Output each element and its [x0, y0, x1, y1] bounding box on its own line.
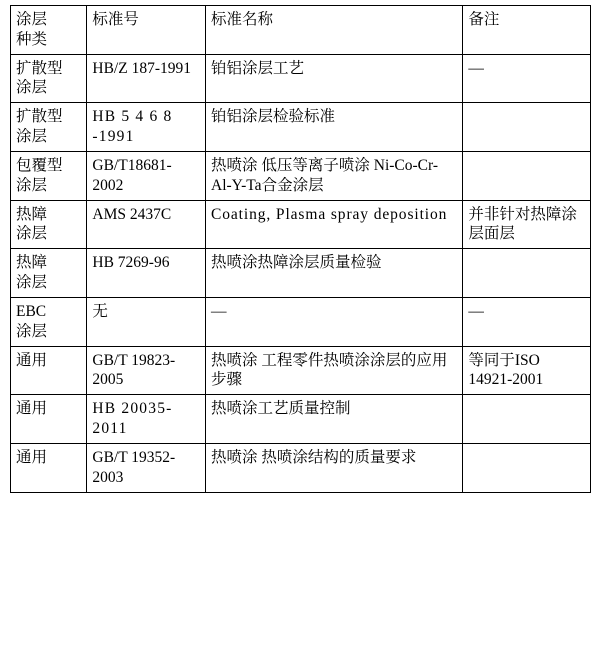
table-row: [11, 346, 591, 395]
cell-standard-name: 热喷涂热障涂层质量检验: [206, 249, 463, 298]
cell-remark: [463, 443, 591, 492]
cell-standard-code: HB 5 4 6 8 -1991: [87, 103, 206, 152]
cell-remark: [463, 395, 591, 444]
cell-coating-kind: [11, 395, 87, 444]
cell-coating-kind: [11, 200, 87, 249]
cell-standard-name: 热喷涂 低压等离子喷涂 Ni-Co-Cr-Al-Y-Ta合金涂层: [206, 151, 463, 200]
header-coating-kind-line2: 种类: [16, 30, 48, 48]
cell-standard-code: 无: [87, 297, 206, 346]
coating-kind-line2: 涂层: [16, 128, 48, 146]
cell-standard-code: GB/T18681-2002: [87, 151, 206, 200]
table-row: [11, 54, 591, 103]
cell-remark: [463, 249, 591, 298]
cell-standard-name: Coating, Plasma spray deposition: [206, 200, 463, 249]
table-row: [11, 249, 591, 298]
table-header-row: [11, 6, 591, 55]
table-row: [11, 151, 591, 200]
cell-coating-kind: [11, 103, 87, 152]
table-row: [11, 200, 591, 249]
cell-standard-code: HB/Z 187-1991: [87, 54, 206, 103]
cell-standard-name: 铂铝涂层检验标准: [206, 103, 463, 152]
table-body: [11, 54, 591, 492]
cell-standard-name: 热喷涂 工程零件热喷涂涂层的应用步骤: [206, 346, 463, 395]
coating-kind-line1: 通用: [16, 351, 48, 369]
cell-coating-kind: [11, 151, 87, 200]
cell-coating-kind: [11, 249, 87, 298]
cell-remark: 等同于ISO 14921-2001: [463, 346, 591, 395]
coating-kind-line2: 涂层: [16, 79, 48, 97]
header-coating-kind: [11, 6, 87, 55]
cell-standard-code: GB/T 19823-2005: [87, 346, 206, 395]
cell-standard-name: 热喷涂 热喷涂结构的质量要求: [206, 443, 463, 492]
cell-coating-kind: [11, 297, 87, 346]
coating-kind-line1: 扩散型: [16, 59, 63, 77]
cell-standard-name: 热喷涂工艺质量控制: [206, 395, 463, 444]
header-standard-code: 标准号: [87, 6, 206, 55]
standards-table-container: [0, 5, 601, 493]
table-row: [11, 297, 591, 346]
coating-kind-line2: 涂层: [16, 322, 48, 340]
cell-remark: [463, 103, 591, 152]
coating-kind-line1: 通用: [16, 400, 48, 418]
table-row: [11, 103, 591, 152]
coating-kind-line1: 扩散型: [16, 108, 63, 126]
cell-remark: 并非针对热障涂层面层: [463, 200, 591, 249]
coating-kind-line1: EBC: [16, 302, 47, 320]
cell-standard-name: —: [206, 297, 463, 346]
cell-standard-code: GB/T 19352-2003: [87, 443, 206, 492]
coating-kind-line2: 涂层: [16, 225, 48, 243]
table-row: [11, 395, 591, 444]
cell-coating-kind: [11, 443, 87, 492]
coating-kind-line1: 包覆型: [16, 156, 63, 174]
coating-kind-line2: 涂层: [16, 176, 48, 194]
table-row: [11, 443, 591, 492]
cell-remark: —: [463, 297, 591, 346]
cell-remark: —: [463, 54, 591, 103]
cell-standard-name: 铂铝涂层工艺: [206, 54, 463, 103]
coating-kind-line2: 涂层: [16, 274, 48, 292]
cell-standard-code: AMS 2437C: [87, 200, 206, 249]
header-coating-kind-line1: 涂层: [16, 11, 48, 28]
coating-kind-line1: 热障: [16, 205, 48, 223]
cell-standard-code: HB 20035-2011: [87, 395, 206, 444]
cell-coating-kind: [11, 54, 87, 103]
coating-kind-line1: 通用: [16, 448, 48, 466]
cell-standard-code: HB 7269-96: [87, 249, 206, 298]
header-standard-name: 标准名称: [206, 6, 463, 55]
coating-kind-line1: 热障: [16, 254, 48, 272]
standards-table: [10, 5, 591, 493]
table-header: [11, 6, 591, 55]
cell-coating-kind: [11, 346, 87, 395]
header-remark: 备注: [463, 6, 591, 55]
cell-remark: [463, 151, 591, 200]
